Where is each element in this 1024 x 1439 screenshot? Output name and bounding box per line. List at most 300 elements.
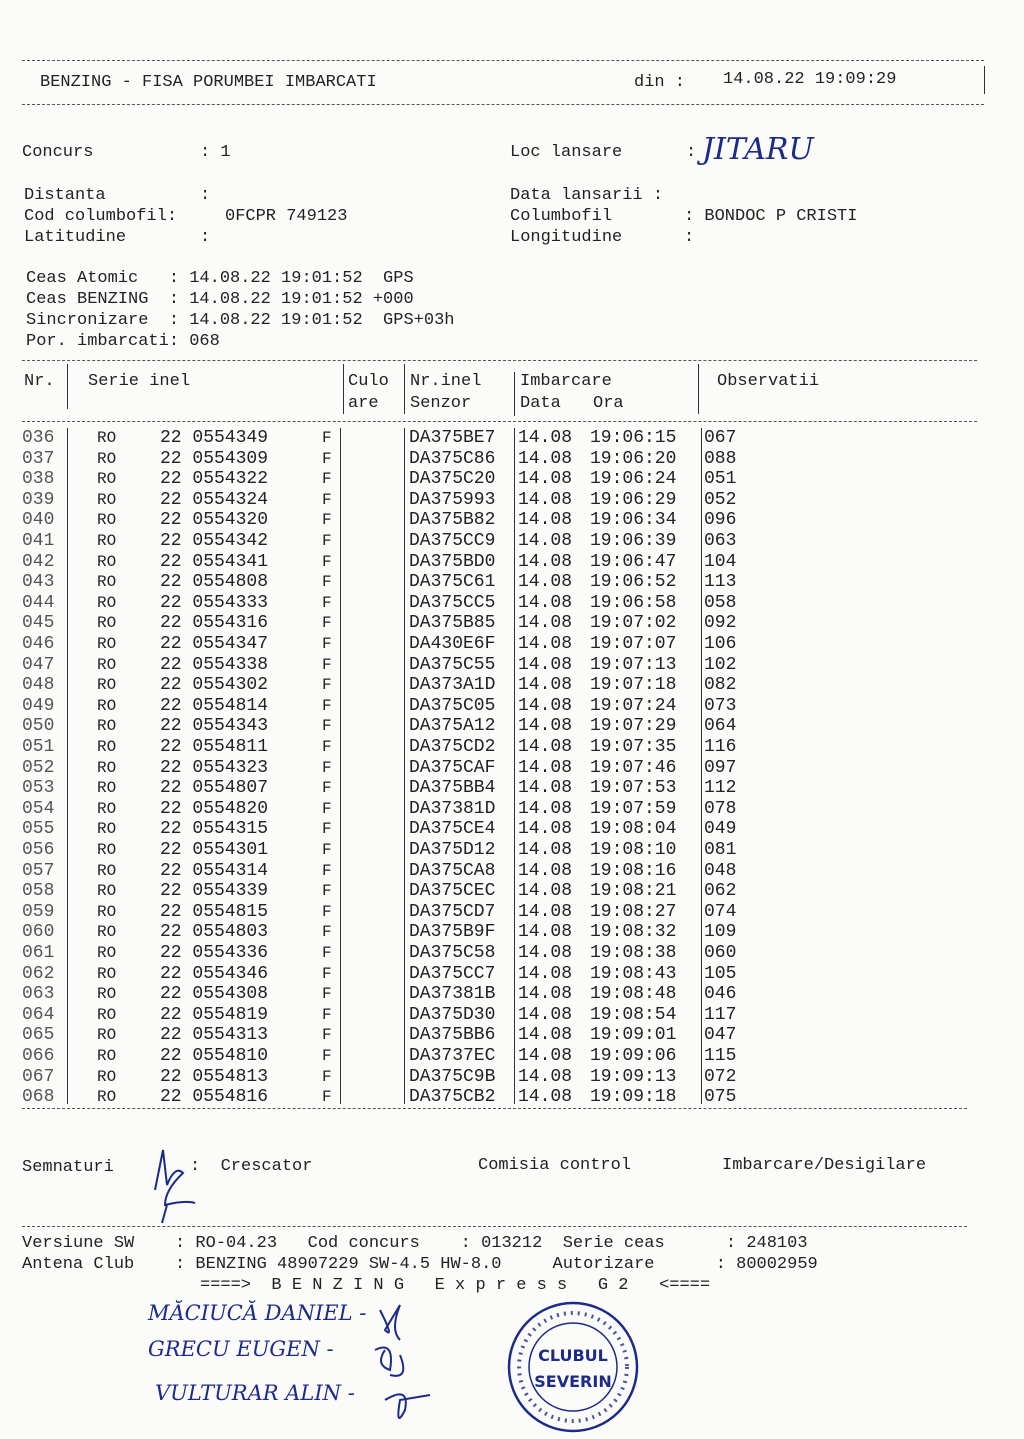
observation: 109 <box>704 922 737 943</box>
sensor-id: DA375BD0 <box>409 551 496 572</box>
country: RO <box>97 882 117 901</box>
longitudine-label: Longitudine <box>510 228 623 247</box>
divider <box>701 428 702 1104</box>
sensor-id: DA375CE4 <box>409 819 496 840</box>
boarding-time: 19:06:47 <box>590 551 677 572</box>
observation: 112 <box>704 778 737 799</box>
country: RO <box>97 655 117 674</box>
row-number: 038 <box>22 469 55 490</box>
row-number: 044 <box>22 592 55 613</box>
col-nr-inel: Nr.inel <box>410 372 482 391</box>
observation: 049 <box>704 819 737 840</box>
sex: F <box>322 1088 332 1107</box>
observation: 047 <box>704 1025 737 1046</box>
row-number: 066 <box>22 1046 55 1066</box>
sensor-id: DA375CEC <box>409 881 496 902</box>
sensor-id: DA375CB2 <box>409 1087 496 1108</box>
ring-serial: 22 0554813 <box>160 1066 269 1087</box>
sensor-id: DA375CD2 <box>409 737 496 757</box>
boarding-time: 19:07:13 <box>590 654 677 675</box>
boarding-date: 14.08 <box>518 798 573 819</box>
observation: 064 <box>704 716 737 737</box>
boarding-date: 14.08 <box>518 1066 573 1087</box>
boarding-time: 19:07:53 <box>590 778 677 799</box>
ring-serial: 22 0554807 <box>160 778 269 799</box>
observation: 105 <box>704 963 737 984</box>
boarding-time: 19:08:10 <box>590 840 677 860</box>
sex: F <box>322 717 332 736</box>
observation: 106 <box>704 634 737 654</box>
boarding-time: 19:08:38 <box>590 943 677 963</box>
ring-serial: 22 0554333 <box>160 592 269 613</box>
sex: F <box>322 820 332 839</box>
sex: F <box>322 552 332 571</box>
ring-serial: 22 0554309 <box>160 448 269 469</box>
col-culoare-2: are <box>348 394 379 413</box>
observation: 075 <box>704 1087 737 1108</box>
sex: F <box>322 429 332 447</box>
boarding-time: 19:06:39 <box>590 531 677 551</box>
semnaturi-label: Semnaturi <box>22 1158 114 1177</box>
boarding-date: 14.08 <box>518 984 573 1005</box>
col-imbarcare: Imbarcare <box>520 372 612 391</box>
boarding-time: 19:08:21 <box>590 881 677 902</box>
row-number: 052 <box>22 757 55 778</box>
svg-text:CLUBUL: CLUBUL <box>538 1346 608 1365</box>
sex: F <box>322 902 332 921</box>
boarding-date: 14.08 <box>518 901 573 922</box>
commission-signatures <box>360 1300 450 1435</box>
table-row <box>0 1005 1024 1025</box>
divider <box>404 364 405 414</box>
divider <box>340 428 341 1104</box>
boarding-date: 14.08 <box>518 448 573 469</box>
table-row <box>0 840 1024 860</box>
sex: F <box>322 944 332 962</box>
divider <box>22 360 977 361</box>
boarding-date: 14.08 <box>518 551 573 572</box>
table-row <box>0 675 1024 695</box>
row-number: 039 <box>22 489 55 510</box>
country: RO <box>97 449 117 468</box>
boarding-date: 14.08 <box>518 675 573 696</box>
table-row <box>0 1087 1024 1107</box>
country: RO <box>97 676 117 695</box>
country: RO <box>97 614 117 633</box>
country: RO <box>97 1005 117 1024</box>
country: RO <box>97 841 117 859</box>
boarding-date: 14.08 <box>518 592 573 613</box>
ring-serial: 22 0554302 <box>160 675 269 696</box>
antena-club-line: Antena Club : BENZING 48907229 SW-4.5 HW-8.0 Autorizare : 80002959 <box>22 1255 818 1274</box>
boarding-date: 14.08 <box>518 963 573 984</box>
country: RO <box>97 923 117 942</box>
table-row <box>0 881 1024 901</box>
observation: 060 <box>704 943 737 963</box>
observation: 088 <box>704 448 737 469</box>
boarding-date: 14.08 <box>518 428 573 448</box>
sex: F <box>322 511 332 530</box>
table-row <box>0 922 1024 942</box>
sensor-id: DA375B9F <box>409 922 496 943</box>
table-row <box>0 613 1024 633</box>
table-row <box>0 1046 1024 1066</box>
observation: 073 <box>704 695 737 716</box>
table-row <box>0 449 1024 469</box>
table-row <box>0 428 1024 448</box>
ring-serial: 22 0554346 <box>160 963 269 984</box>
country: RO <box>97 593 117 612</box>
ring-serial: 22 0554322 <box>160 469 269 490</box>
boarding-time: 19:08:04 <box>590 819 677 840</box>
ring-serial: 22 0554816 <box>160 1087 269 1108</box>
row-number: 053 <box>22 778 55 799</box>
table-row <box>0 696 1024 716</box>
boarding-time: 19:06:34 <box>590 510 677 531</box>
versiune-line: Versiune SW : RO-04.23 Cod concurs : 013212 Serie ceas : 248103 <box>22 1234 808 1253</box>
sex: F <box>322 1005 332 1024</box>
country: RO <box>97 779 117 798</box>
boarding-date: 14.08 <box>518 716 573 737</box>
col-senzor: Senzor <box>410 394 472 413</box>
table-row <box>0 572 1024 592</box>
sex: F <box>322 964 332 983</box>
boarding-time: 19:06:52 <box>590 572 677 593</box>
observation: 097 <box>704 757 737 778</box>
cod-columbofil-label: Cod columbofil: <box>24 207 178 226</box>
ring-serial: 22 0554343 <box>160 716 269 737</box>
country: RO <box>97 758 117 777</box>
divider <box>67 364 68 409</box>
sensor-id: DA375A12 <box>409 716 496 737</box>
sensor-id: DA37381B <box>409 984 496 1005</box>
row-number: 056 <box>22 840 55 860</box>
divider <box>984 66 985 94</box>
cod-columbofil-value: 0FCPR 749123 <box>225 207 348 226</box>
sex: F <box>322 593 332 612</box>
concurs-value: : 1 <box>200 143 231 162</box>
boarding-time: 19:08:48 <box>590 984 677 1005</box>
sex: F <box>322 635 332 653</box>
ring-serial: 22 0554313 <box>160 1025 269 1046</box>
distanta-label: Distanta <box>24 186 106 205</box>
col-nr: Nr. <box>24 372 55 391</box>
table-row <box>0 902 1024 922</box>
sex: F <box>322 738 332 756</box>
ring-serial: 22 0554349 <box>160 428 269 448</box>
row-number: 045 <box>22 613 55 634</box>
table-row <box>0 1025 1024 1045</box>
table-row <box>0 469 1024 489</box>
country: RO <box>97 490 117 509</box>
sex: F <box>322 532 332 550</box>
imbarcare-desigilare-label: Imbarcare/Desigilare <box>722 1156 927 1175</box>
sensor-id: DA375993 <box>409 489 496 510</box>
row-number: 059 <box>22 901 55 922</box>
sensor-id: DA375BB4 <box>409 778 496 799</box>
country: RO <box>97 552 117 571</box>
crescator-label: : Crescator <box>190 1157 313 1176</box>
sensor-id: DA375C9B <box>409 1066 496 1087</box>
boarding-time: 19:06:58 <box>590 592 677 613</box>
col-observatii: Observatii <box>717 372 820 391</box>
row-number: 036 <box>22 428 55 448</box>
loc-lansare-handwritten: JITARU <box>702 132 814 167</box>
handwritten-name-1: MĂCIUCĂ DANIEL - <box>148 1301 367 1325</box>
country: RO <box>97 429 117 447</box>
observation: 115 <box>704 1046 737 1066</box>
boarding-date: 14.08 <box>518 531 573 551</box>
observation: 117 <box>704 1004 737 1025</box>
ring-serial: 22 0554341 <box>160 551 269 572</box>
observation: 092 <box>704 613 737 634</box>
table-row <box>0 799 1024 819</box>
sensor-id: DA375C58 <box>409 943 496 963</box>
ceas-atomic: Ceas Atomic : 14.08.22 19:01:52 GPS <box>26 269 414 288</box>
din-label: din : <box>634 73 686 92</box>
row-number: 048 <box>22 675 55 696</box>
row-number: 042 <box>22 551 55 572</box>
table-row <box>0 758 1024 778</box>
row-number: 050 <box>22 716 55 737</box>
sex: F <box>322 861 332 880</box>
boarding-date: 14.08 <box>518 654 573 675</box>
country: RO <box>97 1088 117 1107</box>
sex: F <box>322 1026 332 1045</box>
sensor-id: DA375CC7 <box>409 963 496 984</box>
svg-text:SEVERIN: SEVERIN <box>534 1372 612 1391</box>
row-number: 058 <box>22 881 55 902</box>
handwritten-name-3: VULTURAR ALIN - <box>155 1381 355 1405</box>
boarding-date: 14.08 <box>518 634 573 654</box>
sensor-id: DA3737EC <box>409 1046 496 1066</box>
divider <box>22 60 984 61</box>
boarding-time: 19:06:24 <box>590 469 677 490</box>
divider <box>67 428 68 1104</box>
sex: F <box>322 841 332 859</box>
row-number: 063 <box>22 984 55 1005</box>
table-row <box>0 737 1024 757</box>
boarding-time: 19:06:29 <box>590 489 677 510</box>
boarding-time: 19:07:07 <box>590 634 677 654</box>
boarding-time: 19:07:46 <box>590 757 677 778</box>
comisia-control-label: Comisia control <box>478 1156 632 1175</box>
table-row <box>0 593 1024 613</box>
boarding-time: 19:09:18 <box>590 1087 677 1108</box>
ring-serial: 22 0554814 <box>160 695 269 716</box>
sex: F <box>322 758 332 777</box>
divider <box>514 428 515 1104</box>
ring-serial: 22 0554342 <box>160 531 269 551</box>
boarding-date: 14.08 <box>518 922 573 943</box>
country: RO <box>97 696 117 715</box>
table-row <box>0 531 1024 551</box>
boarding-time: 19:07:29 <box>590 716 677 737</box>
ring-serial: 22 0554320 <box>160 510 269 531</box>
row-number: 062 <box>22 963 55 984</box>
sex: F <box>322 614 332 633</box>
country: RO <box>97 532 117 550</box>
observation: 051 <box>704 469 737 490</box>
observation: 062 <box>704 881 737 902</box>
table-row <box>0 1067 1024 1087</box>
country: RO <box>97 861 117 880</box>
ring-serial: 22 0554819 <box>160 1004 269 1025</box>
row-number: 054 <box>22 798 55 819</box>
boarding-date: 14.08 <box>518 1004 573 1025</box>
country: RO <box>97 573 117 592</box>
ring-serial: 22 0554820 <box>160 798 269 819</box>
country: RO <box>97 511 117 530</box>
boarding-date: 14.08 <box>518 613 573 634</box>
sex: F <box>322 573 332 592</box>
sensor-id: DA375CC5 <box>409 592 496 613</box>
ring-serial: 22 0554339 <box>160 881 269 902</box>
boarding-time: 19:09:06 <box>590 1046 677 1066</box>
boarding-time: 19:08:32 <box>590 922 677 943</box>
boarding-time: 19:07:35 <box>590 737 677 757</box>
boarding-time: 19:06:20 <box>590 448 677 469</box>
observation: 067 <box>704 428 737 448</box>
table-row <box>0 964 1024 984</box>
boarding-date: 14.08 <box>518 1025 573 1046</box>
observation: 048 <box>704 860 737 881</box>
row-number: 060 <box>22 922 55 943</box>
country: RO <box>97 1047 117 1065</box>
ring-serial: 22 0554810 <box>160 1046 269 1066</box>
boarding-date: 14.08 <box>518 1087 573 1108</box>
ring-serial: 22 0554336 <box>160 943 269 963</box>
ring-serial: 22 0554338 <box>160 654 269 675</box>
table-row <box>0 819 1024 839</box>
country: RO <box>97 717 117 736</box>
sensor-id: DA430E6F <box>409 634 496 654</box>
row-number: 046 <box>22 634 55 654</box>
ring-serial: 22 0554301 <box>160 840 269 860</box>
divider <box>22 421 977 422</box>
longitudine-value: : <box>684 228 695 247</box>
crescator-signature <box>135 1145 205 1225</box>
boarding-date: 14.08 <box>518 469 573 490</box>
sex: F <box>322 882 332 901</box>
boarding-date: 14.08 <box>518 757 573 778</box>
sensor-id: DA375C20 <box>409 469 496 490</box>
country: RO <box>97 944 117 962</box>
ring-serial: 22 0554803 <box>160 922 269 943</box>
boarding-date: 14.08 <box>518 840 573 860</box>
observation: 052 <box>704 489 737 510</box>
ring-serial: 22 0554347 <box>160 634 269 654</box>
boarding-time: 19:09:01 <box>590 1025 677 1046</box>
observation: 072 <box>704 1066 737 1087</box>
observation: 074 <box>704 901 737 922</box>
row-number: 040 <box>22 510 55 531</box>
boarding-date: 14.08 <box>518 695 573 716</box>
boarding-date: 14.08 <box>518 572 573 593</box>
distanta-value: : <box>200 186 211 205</box>
ring-serial: 22 0554811 <box>160 737 269 757</box>
table-row <box>0 655 1024 675</box>
club-stamp <box>505 1299 641 1435</box>
handwritten-name-2: GRECU EUGEN - <box>148 1337 334 1361</box>
country: RO <box>97 470 117 489</box>
country: RO <box>97 902 117 921</box>
country: RO <box>97 964 117 983</box>
sex: F <box>322 779 332 798</box>
col-culoare: Culo <box>348 372 389 391</box>
loc-lansare-label: Loc lansare <box>510 143 623 162</box>
col-serie-inel: Serie inel <box>88 372 191 391</box>
country: RO <box>97 1067 117 1086</box>
observation: 063 <box>704 531 737 551</box>
observation: 082 <box>704 675 737 696</box>
document-title: BENZING - FISA PORUMBEI IMBARCATI <box>40 73 377 92</box>
ring-serial: 22 0554316 <box>160 613 269 634</box>
sensor-id: DA375C55 <box>409 654 496 675</box>
divider <box>514 372 515 416</box>
row-number: 057 <box>22 860 55 881</box>
sensor-id: DA375D30 <box>409 1004 496 1025</box>
col-data: Data <box>520 394 561 413</box>
country: RO <box>97 985 117 1004</box>
sensor-id: DA375BB6 <box>409 1025 496 1046</box>
row-number: 041 <box>22 531 55 551</box>
sensor-id: DA375C86 <box>409 448 496 469</box>
table-row <box>0 778 1024 798</box>
sex: F <box>322 655 332 674</box>
table-row <box>0 861 1024 881</box>
columbofil-label: Columbofil <box>510 207 613 226</box>
row-number: 055 <box>22 819 55 840</box>
sensor-id: DA37381D <box>409 798 496 819</box>
ring-serial: 22 0554808 <box>160 572 269 593</box>
sensor-id: DA375C05 <box>409 695 496 716</box>
row-number: 068 <box>22 1087 55 1108</box>
boarding-time: 19:06:15 <box>590 428 677 448</box>
row-number: 065 <box>22 1025 55 1046</box>
boarding-date: 14.08 <box>518 819 573 840</box>
boarding-time: 19:08:54 <box>590 1004 677 1025</box>
row-number: 064 <box>22 1004 55 1025</box>
din-value: 14.08.22 19:09:29 <box>723 70 897 89</box>
latitudine-value: : <box>200 228 211 247</box>
sex: F <box>322 1067 332 1086</box>
col-ora: Ora <box>593 394 624 413</box>
boarding-date: 14.08 <box>518 1046 573 1066</box>
sensor-id: DA375C61 <box>409 572 496 593</box>
sensor-id: DA375BE7 <box>409 428 496 448</box>
colon: : <box>686 143 697 162</box>
boarding-date: 14.08 <box>518 737 573 757</box>
ring-serial: 22 0554308 <box>160 984 269 1005</box>
concurs-label: Concurs <box>22 143 94 162</box>
observation: 096 <box>704 510 737 531</box>
porumbei-imbarcati: Por. imbarcati: 068 <box>26 332 220 351</box>
country: RO <box>97 635 117 653</box>
boarding-time: 19:08:27 <box>590 901 677 922</box>
sensor-id: DA375CA8 <box>409 860 496 881</box>
sex: F <box>322 696 332 715</box>
sex: F <box>322 490 332 509</box>
observation: 058 <box>704 592 737 613</box>
table-row <box>0 634 1024 654</box>
sex: F <box>322 923 332 942</box>
divider <box>404 428 405 1104</box>
table-row <box>0 984 1024 1004</box>
row-number: 047 <box>22 654 55 675</box>
row-number: 037 <box>22 448 55 469</box>
country: RO <box>97 1026 117 1045</box>
